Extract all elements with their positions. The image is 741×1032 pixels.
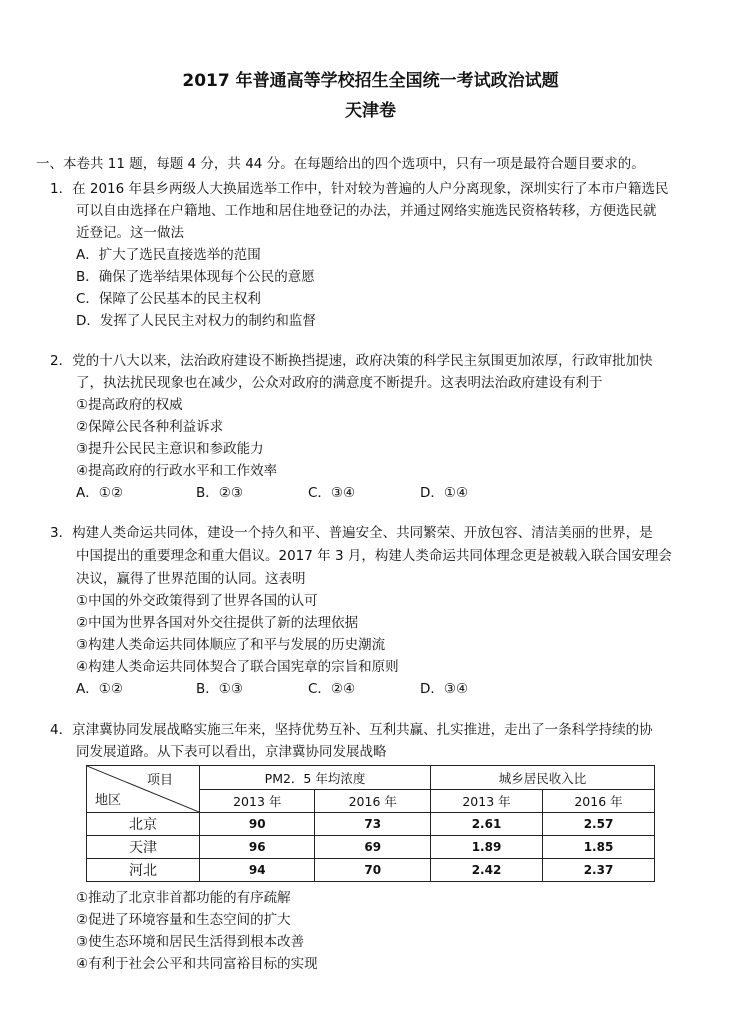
q1-stem-line: 可以自由选择在户籍地、工作地和居住地登记的办法，并通过网络实施选民资格转移，方便选民就 (76, 203, 657, 219)
year-header: 2013 年 (431, 790, 543, 813)
exam-subtitle: 天津卷 (345, 101, 396, 121)
q2-options (76, 482, 676, 504)
corner-label-item: 项目 (146, 773, 173, 788)
q3-item: ④构建人类命运共同体契合了联合国宪章的宗旨和原则 (76, 659, 399, 675)
q3-stem-line: 3．构建人类命运共同体，建设一个持久和平、普遍安全、共同繁荣、开放包容、清洁美丽的世界，是 (50, 525, 653, 541)
q2-option-a: A．①② (76, 485, 123, 501)
q1-option-a: A．扩大了选民直接选举的范围 (76, 247, 261, 263)
region-cell: 北京 (87, 813, 200, 836)
q3-stem-line: 决议，赢得了世界范围的认同。这表明 (76, 571, 306, 587)
q3-stem-line: 中国提出的重要理念和重大倡议。2017 年 3 月，构建人类命运共同体理念更是被载入联合国安理会 (76, 548, 672, 564)
data-table (86, 765, 655, 882)
value-cell: 90 (200, 813, 315, 836)
value-cell: 70 (315, 859, 431, 882)
q2-option-c: C．③④ (308, 485, 356, 501)
corner-label-region: 地区 (95, 793, 122, 808)
q3-options (76, 678, 676, 700)
q3-option-b: B．①③ (196, 681, 243, 697)
q3-option-a: A．①② (76, 681, 123, 697)
year-header: 2013 年 (200, 790, 315, 813)
table-corner-cell (87, 766, 200, 813)
value-cell: 1.89 (431, 836, 543, 859)
q4-stem-line: 同发展道路。从下表可以看出，京津冀协同发展战略 (76, 744, 387, 760)
section-intro: 一、本卷共 11 题，每题 4 分，共 44 分。在每题给出的四个选项中，只有一项是最符合题目要求的。 (36, 156, 645, 172)
q3-item: ③构建人类命运共同体顺应了和平与发展的历史潮流 (76, 637, 386, 653)
value-cell: 2.61 (431, 813, 543, 836)
q4-item: ①推动了北京非首都功能的有序疏解 (76, 890, 291, 906)
q3-option-c: C．②④ (308, 681, 356, 697)
q3-item: ②中国为世界各国对外交往提供了新的法理依据 (76, 615, 359, 631)
value-cell: 73 (315, 813, 431, 836)
table-row (87, 836, 655, 859)
region-cell: 河北 (87, 859, 200, 882)
value-cell: 1.85 (542, 836, 654, 859)
q2-option-b: B．②③ (196, 485, 243, 501)
q4-stem-line: 4．京津冀协同发展战略实施三年来，坚持优势互补、互利共赢、扎实推进，走出了一条科学持续的协 (50, 722, 653, 738)
q3-item: ①中国的外交政策得到了世界各国的认可 (76, 593, 318, 609)
q1-option-d: D．发挥了人民民主对权力的制约和监督 (76, 313, 316, 329)
q2-item: ④提高政府的行政水平和工作效率 (76, 463, 278, 479)
table-row (87, 859, 655, 882)
q2-item: ①提高政府的权威 (76, 397, 183, 413)
region-cell: 天津 (87, 836, 200, 859)
q1-stem-line: 1．在 2016 年县乡两级人大换届选举工作中，针对较为普遍的人户分离现象，深圳实行了本市户籍选民 (50, 181, 669, 197)
q1-option-c: C．保障了公民基本的民主权利 (76, 291, 261, 307)
q1-option-b: B．确保了选举结果体现每个公民的意愿 (76, 269, 315, 285)
q2-item: ③提升公民民主意识和参政能力 (76, 441, 264, 457)
q2-stem-line: 2．党的十八大以来，法治政府建设不断换挡提速，政府决策的科学民主氛围更加浓厚，行政审批加快 (50, 353, 653, 369)
value-cell: 2.42 (431, 859, 543, 882)
q4-item: ④有利于社会公平和共同富裕目标的实现 (76, 956, 318, 972)
exam-title: 2017 年普通高等学校招生全国统一考试政治试题 (182, 71, 559, 91)
value-cell: 2.37 (542, 859, 654, 882)
q2-item: ②保障公民各种利益诉求 (76, 419, 224, 435)
group-header-pm25: PM2．5 年均浓度 (200, 766, 431, 790)
q4-item: ②促进了环境容量和生态空间的扩大 (76, 912, 291, 928)
table-row (87, 813, 655, 836)
value-cell: 69 (315, 836, 431, 859)
q4-item: ③使生态环境和居民生活得到根本改善 (76, 934, 305, 950)
year-header: 2016 年 (315, 790, 431, 813)
q2-stem-line: 了，执法扰民现象也在减少，公众对政府的满意度不断提升。这表明法治政府建设有利于 (76, 375, 603, 391)
group-header-income-ratio: 城乡居民收入比 (431, 766, 655, 790)
value-cell: 94 (200, 859, 315, 882)
q1-stem-line: 近登记。这一做法 (76, 225, 184, 241)
table-header-row (87, 766, 655, 790)
year-header: 2016 年 (542, 790, 654, 813)
value-cell: 96 (200, 836, 315, 859)
q3-option-d: D．③④ (420, 681, 469, 697)
value-cell: 2.57 (542, 813, 654, 836)
q2-option-d: D．①④ (420, 485, 469, 501)
